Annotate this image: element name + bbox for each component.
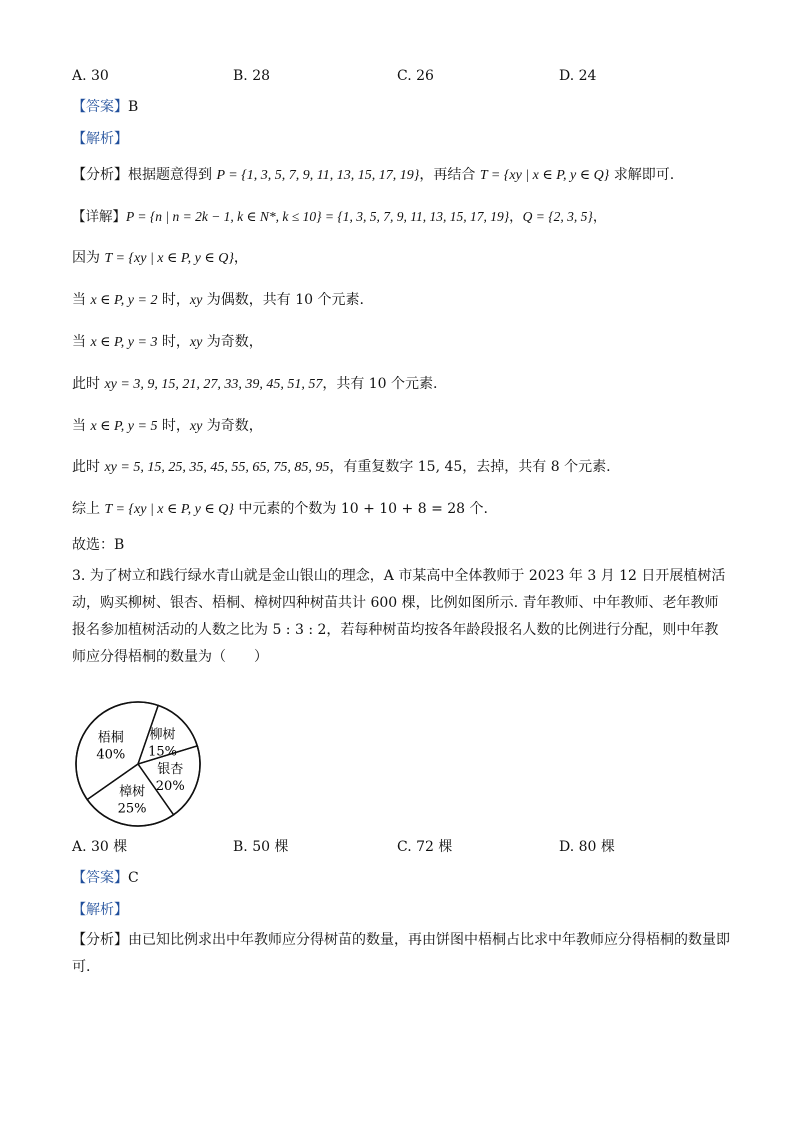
q2-final: 故选：B bbox=[72, 537, 125, 553]
q3-option-b: B. 50 棵 bbox=[233, 839, 289, 855]
fenxi-tag: 【分析】 bbox=[72, 932, 128, 948]
text: 为奇数， bbox=[202, 334, 263, 350]
q3-option-a: A. 30 棵 bbox=[72, 839, 128, 855]
q3-option-c: C. 72 棵 bbox=[397, 839, 453, 855]
pie-label-name: 梧桐 bbox=[97, 730, 124, 746]
q3-analysis-tag bbox=[72, 900, 128, 920]
text: 中元素的个数为 10 + 10 + 8 = 28 个. bbox=[233, 501, 488, 517]
answer-tag: 【答案】 bbox=[72, 870, 128, 886]
q2-analysis-tag bbox=[72, 129, 128, 149]
q2-because-line bbox=[72, 248, 248, 269]
q2-option-a: A. 30 bbox=[72, 68, 109, 84]
answer-tag: 【答案】 bbox=[72, 99, 128, 115]
text: 当 bbox=[72, 292, 91, 308]
q3-stem: 3. 为了树立和践行绿水青山就是金山银山的理念，A 市某高中全体教师于 2023 年 3 月 12 日开展植树活动，购买柳树、银杏、梧桐、樟树四种树苗共计 600 棵，比例如图所示. 青年教师、中年教师、老年教师报名参加植树活动的人数之比为 5 : 3 : 2，若每种树苗均按各年龄段报名人数的比例进行分配，则中年教师应分得梧桐的数量为（ ） bbox=[72, 568, 726, 665]
text: 为奇数， bbox=[202, 418, 263, 434]
q3-option-d: D. 80 棵 bbox=[559, 839, 615, 855]
answer-value: C bbox=[128, 870, 139, 886]
math: x ∈ P, y = 2 bbox=[90, 293, 158, 308]
text: 时， bbox=[157, 292, 190, 308]
q2-fenxi-line bbox=[72, 165, 674, 186]
fenxi-text-b: ，再结合 bbox=[419, 167, 480, 183]
pie-label-name: 柳树 bbox=[149, 727, 176, 743]
q2-case-y5 bbox=[72, 416, 263, 437]
q2-case-y2 bbox=[72, 290, 364, 311]
q2-values-y3 bbox=[72, 374, 438, 395]
fenxi-tag: 【分析】 bbox=[72, 167, 128, 183]
q2-answer-line bbox=[72, 97, 138, 117]
xiangjie-sep: ， bbox=[509, 209, 523, 225]
math: xy bbox=[189, 419, 203, 434]
q2-values-y5 bbox=[72, 457, 611, 478]
pie-chart bbox=[68, 694, 208, 834]
math: x ∈ P, y = 3 bbox=[90, 335, 158, 350]
pie-label-name: 银杏 bbox=[157, 762, 184, 778]
text: 综上 bbox=[72, 501, 105, 517]
text: 此时 bbox=[72, 376, 105, 392]
math: T = {xy | x ∈ P, y ∈ Q} bbox=[104, 502, 234, 517]
analysis-tag: 【解析】 bbox=[72, 131, 128, 147]
xiangjie-tag: 【详解】 bbox=[72, 209, 126, 225]
text: 时， bbox=[157, 334, 190, 350]
math: xy = 3, 9, 15, 21, 27, 33, 39, 45, 51, 57 bbox=[104, 377, 323, 392]
fenxi-set-p: P = {1, 3, 5, 7, 9, 11, 13, 15, 17, 19} bbox=[216, 168, 420, 183]
fenxi-text-a: 根据题意得到 bbox=[128, 167, 217, 183]
text: 此时 bbox=[72, 459, 105, 475]
pie-label-percent: 25% bbox=[117, 801, 147, 817]
text: 当 bbox=[72, 418, 91, 434]
q2-option-b: B. 28 bbox=[233, 68, 271, 84]
q2-option-d: D. 24 bbox=[559, 68, 597, 84]
text: ，有重复数字 15, 45，去掉，共有 8 个元素. bbox=[329, 459, 611, 475]
pie-label-percent: 15% bbox=[148, 744, 177, 760]
xiangjie-set-q: Q = {2, 3, 5} bbox=[522, 209, 593, 224]
because-b: ， bbox=[233, 250, 248, 266]
text: ，共有 10 个元素. bbox=[322, 376, 438, 392]
math: x ∈ P, y = 5 bbox=[90, 419, 158, 434]
because-t: T = {xy | x ∈ P, y ∈ Q} bbox=[104, 251, 234, 266]
q2-summary bbox=[72, 499, 488, 520]
xiangjie-end: ， bbox=[592, 209, 607, 225]
analysis-tag: 【解析】 bbox=[72, 902, 128, 918]
q2-case-y3 bbox=[72, 332, 263, 353]
math: xy bbox=[189, 293, 203, 308]
math: xy = 5, 15, 25, 35, 45, 55, 65, 75, 85, 95 bbox=[104, 460, 330, 475]
because-a: 因为 bbox=[72, 250, 105, 266]
pie-label-percent: 20% bbox=[155, 779, 185, 795]
fenxi-text-c: 求解即可. bbox=[609, 167, 675, 183]
answer-value: B bbox=[128, 99, 139, 115]
fenxi-set-t: T = {xy | x ∈ P, y ∈ Q} bbox=[479, 168, 610, 183]
fenxi-text: 由已知比例求出中年教师应分得树苗的数量，再由饼图中梧桐占比求中年教师应分得梧桐的数量即可. bbox=[72, 932, 730, 975]
xiangjie-set-p: P = {n | n = 2k − 1, k ∈ N*, k ≤ 10} = {1, 3, 5, 7, 9, 11, 13, 15, 17, 19} bbox=[126, 209, 510, 224]
text: 为偶数，共有 10 个元素. bbox=[202, 292, 364, 308]
q3-answer-line bbox=[72, 868, 139, 888]
q2-xiangjie-line bbox=[72, 207, 606, 227]
math: xy bbox=[189, 335, 203, 350]
q3-fenxi bbox=[72, 927, 732, 981]
text: 当 bbox=[72, 334, 91, 350]
q2-option-c: C. 26 bbox=[397, 68, 434, 84]
pie-label-name: 樟树 bbox=[119, 784, 146, 800]
pie-label-percent: 40% bbox=[96, 747, 126, 763]
text: 时， bbox=[157, 418, 190, 434]
